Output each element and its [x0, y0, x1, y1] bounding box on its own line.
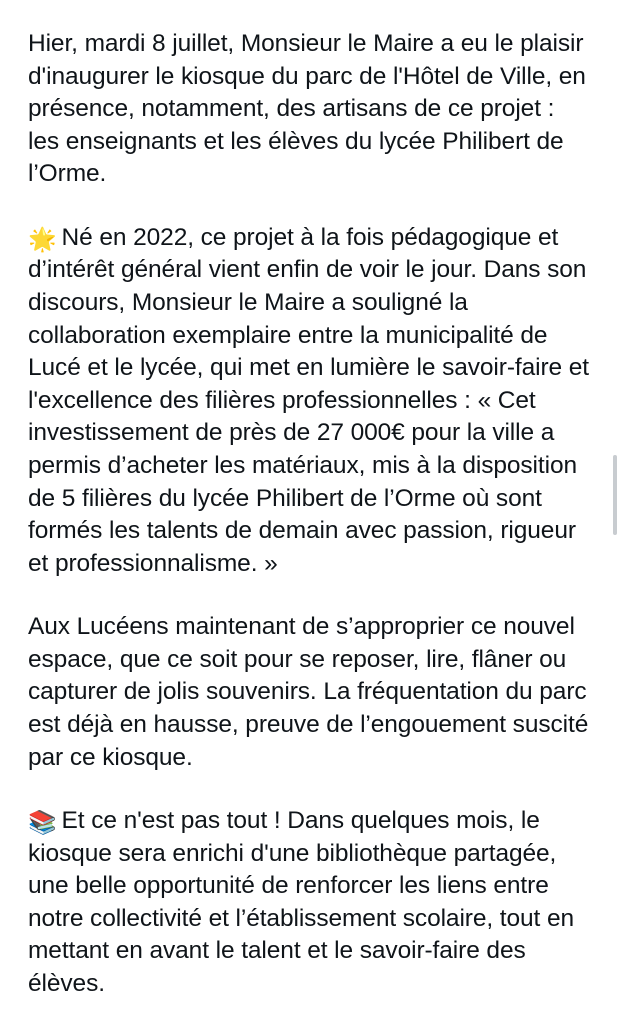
paragraph [28, 222, 591, 580]
glowing-star-emoji: 🌟 [28, 226, 57, 253]
vertical-scrollbar[interactable] [613, 0, 619, 1024]
paragraph-text: Aux Lucéens maintenant de s’approprier ce nouvel espace, que ce soit pour se reposer, lire, flâner ou capturer de jolis souvenirs. La fréquentation du parc est déjà en hausse, preuve de l’engouement suscité par ce kiosque. [28, 613, 589, 771]
paragraph [28, 805, 591, 1000]
scrollbar-thumb[interactable] [613, 455, 617, 535]
paragraph [28, 28, 591, 191]
books-emoji: 📚 [28, 810, 57, 837]
paragraph-text: Et ce n'est pas tout ! Dans quelques mois, le kiosque sera enrichi d'une bibliothèque partagée, une belle opportunité de renforcer les liens entre notre collectivité et l’établissement scolaire, tout en mettant en avant le talent et le savoir-faire des élèves. [28, 807, 575, 998]
paragraph [28, 611, 591, 774]
paragraph-text: Né en 2022, ce projet à la fois pédagogique et d’intérêt général vient enfin de voir le jour. Dans son discours, Monsieur le Maire a souligné la collaboration exemplaire entre la municipalité de Lucé et le lycée, qui met en lumière le savoir-faire et l'excellence des filières professionnelles : « Cet investissement de près de 27 000€ pour la ville a permis d’acheter les matériaux, mis à la disposition de 5 filières du lycée Philibert de l’Orme où sont formés les talents de demain avec passion, rigueur et professionnalisme. » [28, 223, 589, 577]
paragraph-text: Hier, mardi 8 juillet, Monsieur le Maire a eu le plaisir d'inaugurer le kiosque du parc de l'Hôtel de Ville, en présence, notamment, des artisans de ce projet : les enseignants et les élèves du lycée Philibert de l’Orme. [28, 30, 586, 188]
